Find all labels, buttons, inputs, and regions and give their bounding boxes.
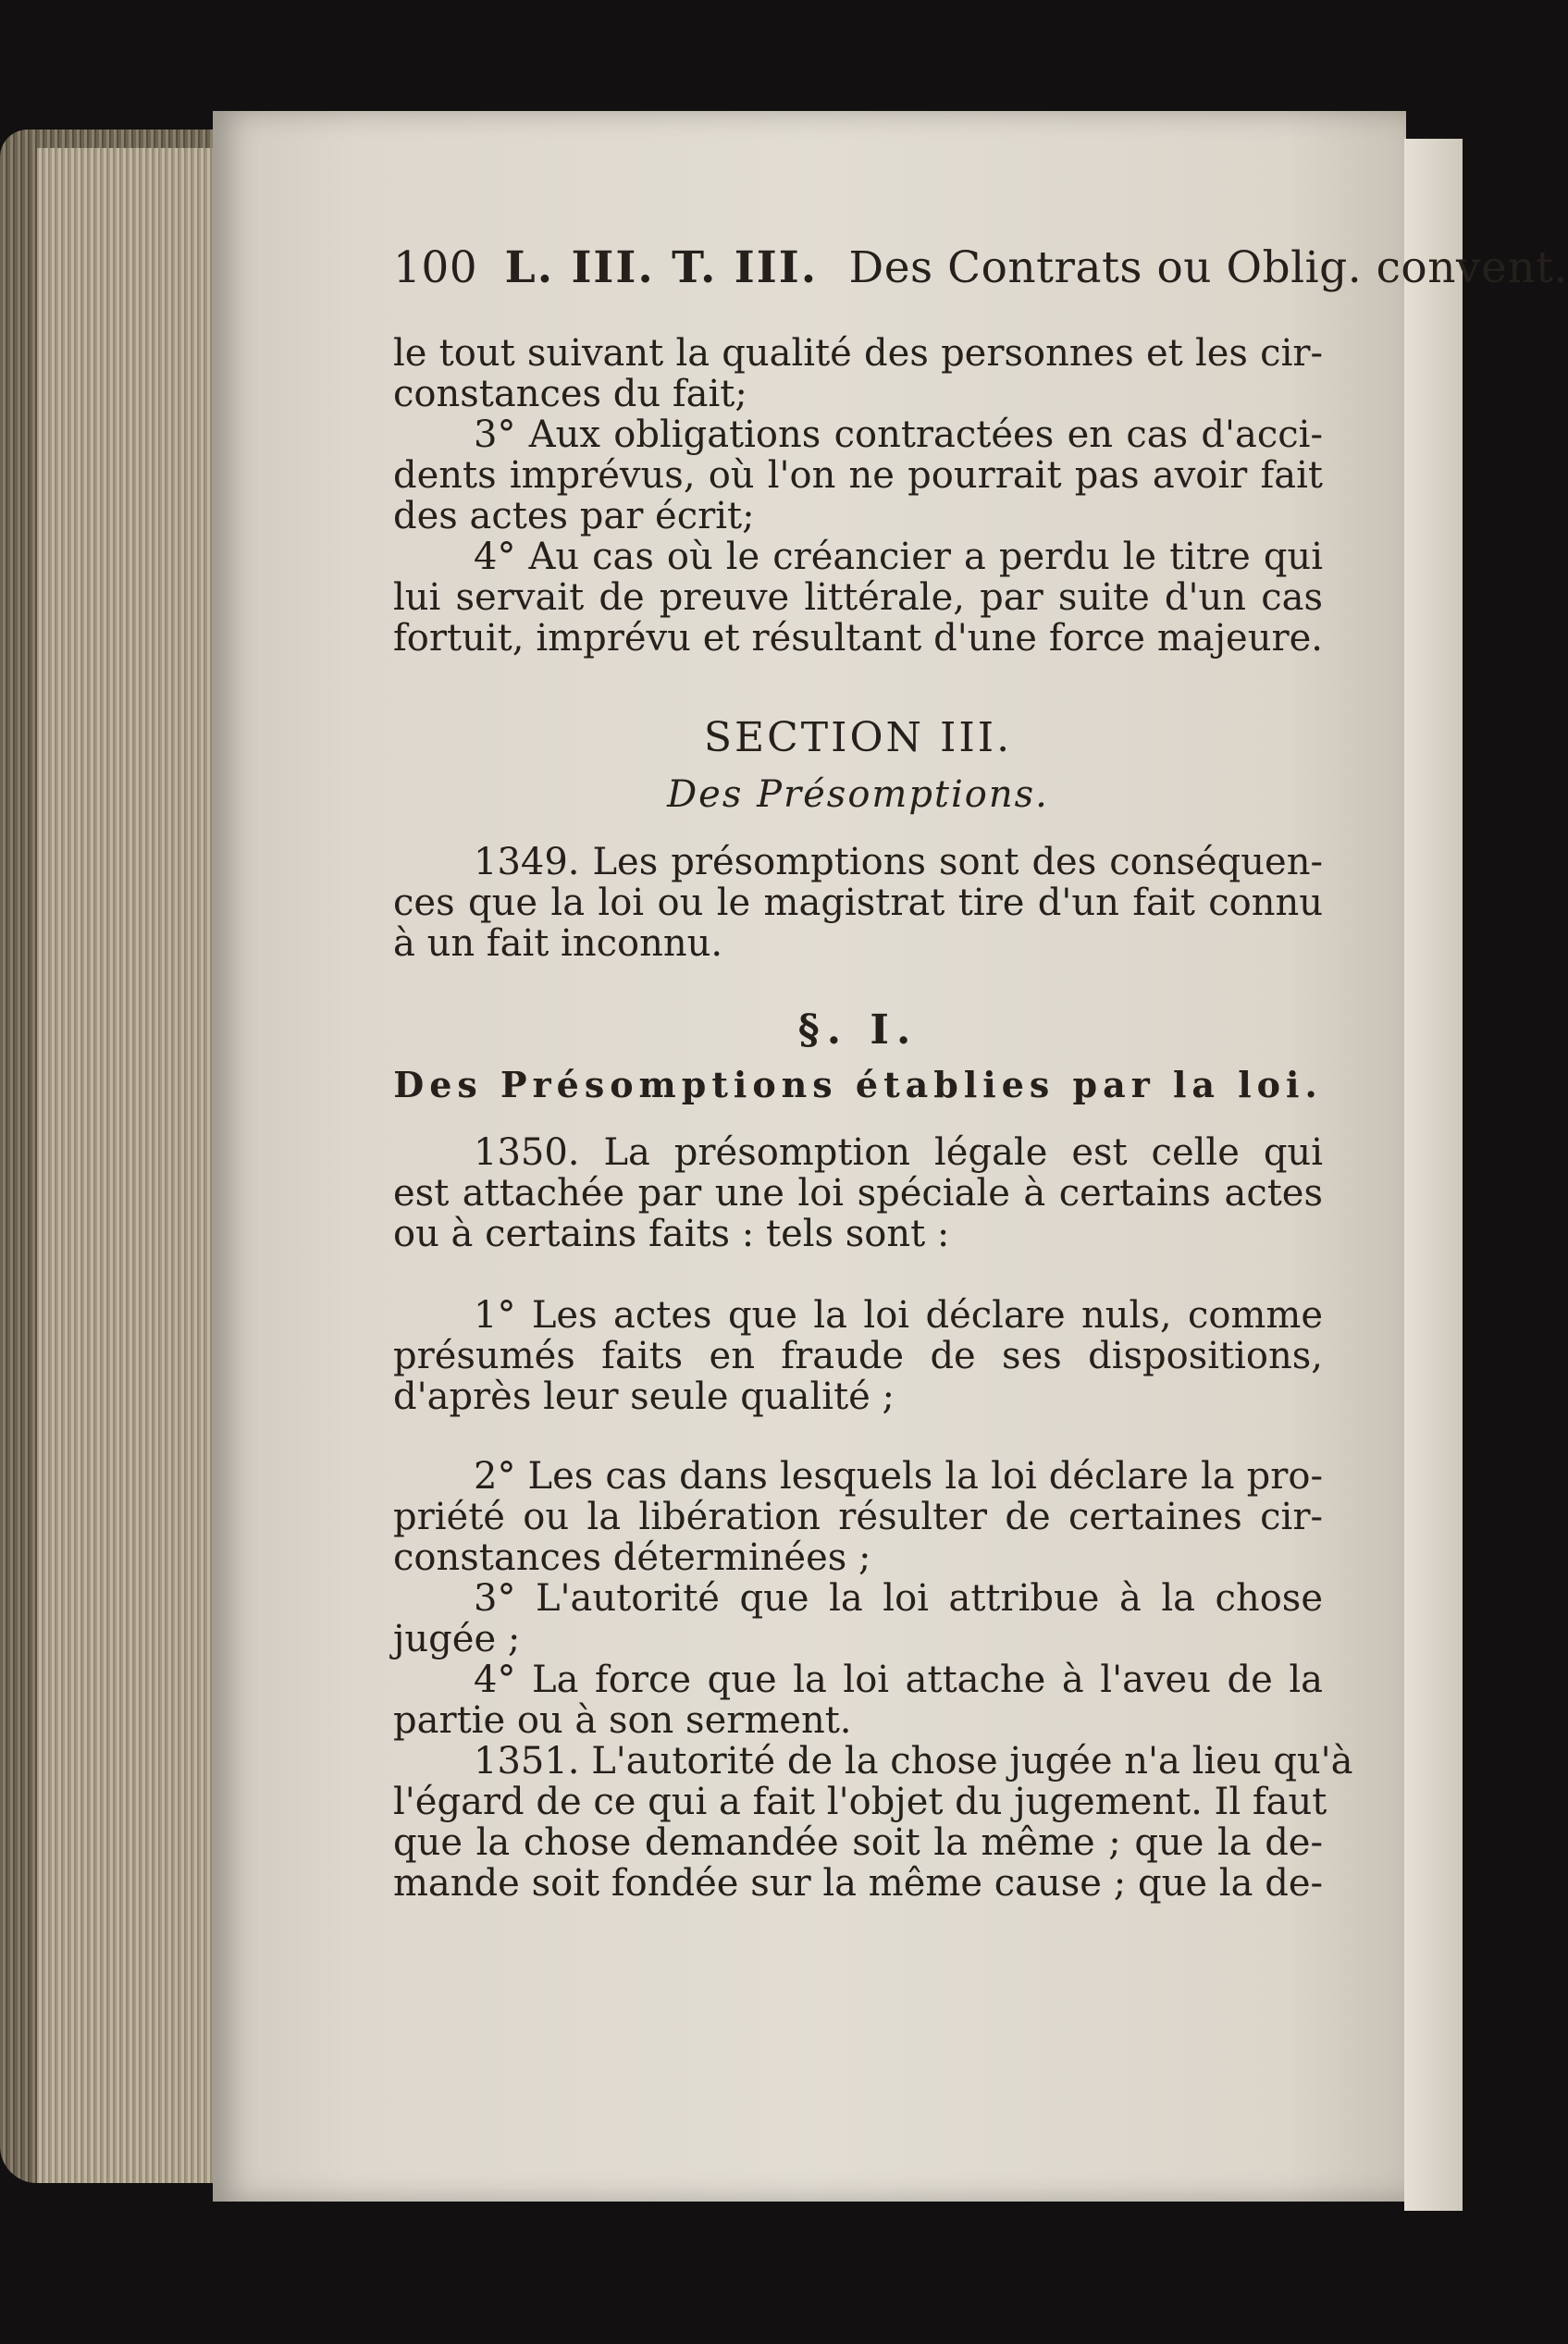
text-line: ou à certains faits : tels sont : [393,1213,950,1255]
text-line: présumés faits en fraude de ses dispositions, [393,1335,1323,1377]
text-line: l'égard de ce qui a fait l'objet du jugement. Il faut [393,1781,1327,1823]
text-line: 3° L'autorité que la loi attribue à la chose [474,1577,1323,1620]
book-title-ref: L. III. T. III. [504,242,819,293]
text-line: 1351. L'autorité de la chose jugée n'a lieu qu'à [474,1740,1353,1783]
text-line: dents imprévus, où l'on ne pourrait pas avoir fait [393,454,1323,497]
page-edges-inner [37,148,222,2183]
text-line: 4° La force que la loi attache à l'aveu de la [474,1659,1323,1701]
text-line: 1° Les actes que la loi déclare nuls, comme [474,1294,1323,1337]
text-line: ces que la loi ou le magistrat tire d'un fait connu [393,882,1323,924]
text-line: des actes par écrit; [393,495,755,537]
text-line: que la chose demandée soit la même ; que la de- [393,1821,1323,1864]
text-line: 1349. Les présomptions sont des conséquen- [474,841,1323,883]
paragraph-mark: §. I. [797,1006,919,1054]
text-line: 3° Aux obligations contractées en cas d'acci- [474,413,1323,456]
text-line: partie ou à son serment. [393,1699,852,1742]
text-line: à un fait inconnu. [393,922,723,965]
text-line: 2° Les cas dans lesquels la loi déclare la pro- [474,1455,1323,1498]
text-line: 4° Au cas où le créancier a perdu le titre qui [474,536,1323,578]
text-line: le tout suivant la qualité des personnes et les cir- [393,332,1323,375]
section-title: SECTION III. [703,714,1013,761]
paragraph-title: Des Présomptions établies par la loi. [393,1064,1323,1105]
facing-page-edge [1404,139,1463,2211]
text-line: jugée ; [393,1618,521,1660]
section-subtitle: Des Présomptions. [667,773,1049,816]
text-line: mande soit fondée sur la même cause ; que la de- [393,1862,1323,1905]
text-line: lui servait de preuve littérale, par suite d'un cas [393,576,1323,619]
text-line: constances du fait; [393,373,747,415]
running-header [393,242,1568,293]
text-line: 1350. La présomption légale est celle qui [474,1131,1323,1174]
text-line: est attachée par une loi spéciale à certains actes [393,1172,1323,1215]
text-line: fortuit, imprévu et résultant d'une force majeure. [393,617,1323,660]
running-title: Des Contrats ou Oblig. convent. [848,242,1568,293]
text-line: d'après leur seule qualité ; [393,1376,895,1418]
text-line: constances déterminées ; [393,1536,871,1579]
text-line: priété ou la libération résulter de certaines cir- [393,1496,1323,1538]
page-number: 100 [393,242,478,293]
